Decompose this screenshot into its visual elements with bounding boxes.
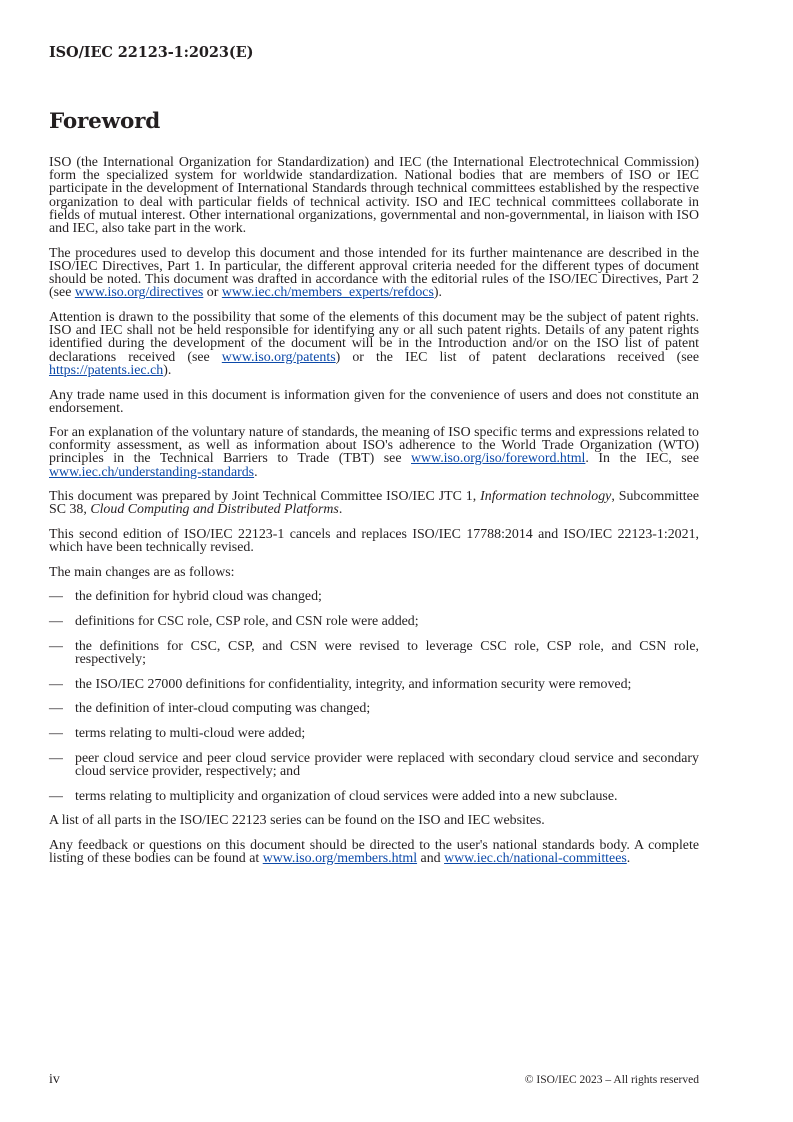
link-iec-patents[interactable]: https://patents.iec.ch <box>49 362 164 378</box>
subcommittee-name: Cloud Computing and Distributed Platforms <box>90 502 339 518</box>
link-iso-members[interactable]: www.iso.org/members.html <box>262 850 418 866</box>
paragraph-edition: This second edition of ISO/IEC 22123-1 cancels and replaces ISO/IEC 17788:2014 and ISO/IEC 22123-1:2021, which have been technically revised. <box>49 527 699 556</box>
link-iso-patents[interactable]: www.iso.org/patents <box>221 349 336 365</box>
paragraph-text: ). <box>163 362 172 378</box>
section-title: Foreword <box>49 109 161 134</box>
dash-bullet: — <box>49 613 63 629</box>
paragraph-text: This document was prepared by Joint Technical Committee ISO/IEC JTC 1, <box>49 489 481 505</box>
paragraph-procedures <box>49 247 699 300</box>
list-item <box>49 678 699 691</box>
list-item-text: the definition of inter-cloud computing was changed; <box>75 701 371 717</box>
paragraph-prepared-by <box>49 490 699 516</box>
dash-bullet: — <box>49 726 63 741</box>
paragraph-text: or <box>203 285 222 301</box>
paragraph-text: Any feedback or questions on this document should be directed to the user's national standards body. A complete listing of these bodies can be found at <box>49 837 699 866</box>
dash-bullet: — <box>49 589 63 605</box>
list-item <box>49 640 699 666</box>
list-item-text: the definition for hybrid cloud was changed; <box>75 589 322 605</box>
paragraph-text: The procedures used to develop this document and those intended for its further maintenance are described in the ISO/IEC Directives, Part 1. In particular, the different approval criteria needed for the different types of document should be noted. This document was drafted in accordance with the editorial rules of the ISO/IEC Directives, Part 2 (see <box>49 245 699 301</box>
paragraph-text: . <box>254 464 258 480</box>
paragraph-series-list: A list of all parts in the ISO/IEC 22123 series can be found on the ISO and IEC websites. <box>49 813 545 829</box>
paragraph-text: . <box>626 850 631 866</box>
paragraph-text: For an explanation of the voluntary nature of standards, the meaning of ISO specific terms and expressions related to conformity assessment, as well as information about ISO's adherence to the World Trade Organization (WTO) principles in the Technical Barriers to Trade (TBT) see <box>49 424 699 467</box>
link-iec-understanding-standards[interactable]: www.iec.ch/understanding-standards <box>49 464 255 480</box>
dash-bullet: — <box>49 750 63 766</box>
dash-bullet: — <box>49 701 63 717</box>
link-iec-refdocs[interactable]: www.iec.ch/members_experts/refdocs <box>221 285 434 301</box>
link-iec-national-committees[interactable]: www.iec.ch/national-committees <box>444 850 627 866</box>
paragraph-text: and <box>417 850 445 866</box>
paragraph-patent-rights <box>49 311 699 377</box>
copyright-notice: © ISO/IEC 2023 – All rights reserved <box>524 1074 699 1086</box>
list-item <box>49 615 699 628</box>
paragraph-feedback <box>49 839 699 865</box>
foreword-body <box>49 156 699 876</box>
paragraph-text: . <box>338 502 343 518</box>
paragraph-standardization-bodies: ISO (the International Organization for Standardization) and IEC (the International Electrotechnical Commission) form the specialized system for worldwide standardization. National bodies that are members of ISO or IEC participate in the development of International Standards through technical committees established by the respective organization to deal with particular fields of technical activity. ISO and IEC technical committees collaborate in fields of mutual interest. Other international organizations, governmental and non-governmental, in liaison with ISO and IEC, also take part in the work. <box>49 155 699 237</box>
paragraph-text: ). <box>433 285 442 301</box>
list-item <box>49 752 699 778</box>
list-item <box>49 702 699 715</box>
document-id-header: ISO/IEC 22123-1:2023(E) <box>49 44 254 61</box>
list-item <box>49 590 699 603</box>
paragraph-voluntary-nature <box>49 426 699 479</box>
paragraph-text: , Subcommittee SC 38, <box>49 489 699 518</box>
dash-bullet: — <box>49 788 63 804</box>
page-number: iv <box>49 1072 60 1087</box>
paragraph-text: ) or the IEC list of patent declarations received (see <box>335 349 699 365</box>
list-item-text: terms relating to multiplicity and organization of cloud services were added into a new subclause. <box>75 788 618 804</box>
paragraph-main-changes-intro: The main changes are as follows: <box>49 565 235 581</box>
list-item <box>49 727 699 740</box>
link-iso-directives[interactable]: www.iso.org/directives <box>74 285 204 301</box>
dash-bullet: — <box>49 676 63 692</box>
list-item-text: peer cloud service and peer cloud service provider were replaced with secondary cloud service and secondary cloud service provider, respectively; and <box>75 750 699 779</box>
list-item-text: the definitions for CSC, CSP, and CSN were revised to leverage CSC role, CSP role, and CSN role, respectively; <box>75 638 699 667</box>
committee-name: Information technology <box>480 489 612 505</box>
list-item <box>49 790 699 803</box>
paragraph-trade-name: Any trade name used in this document is information given for the convenience of users and does not constitute an endorsement. <box>49 387 699 416</box>
changes-list <box>49 590 699 803</box>
dash-bullet: — <box>49 638 63 654</box>
list-item-text: definitions for CSC role, CSP role, and CSN role were added; <box>75 613 419 629</box>
list-item-text: the ISO/IEC 27000 definitions for confidentiality, integrity, and information security were removed; <box>75 676 632 692</box>
link-iso-foreword[interactable]: www.iso.org/iso/foreword.html <box>411 451 586 467</box>
paragraph-text: Attention is drawn to the possibility that some of the elements of this document may be the subject of patent rights. ISO and IEC shall not be held responsible for identifying any or all such patent rights. Details of any patent rights identified during the development of the document will be in the Introduction and/or on the ISO list of patent declarations received (see <box>49 310 699 365</box>
paragraph-text: . In the IEC, see <box>585 451 700 467</box>
list-item-text: terms relating to multi-cloud were added; <box>75 726 306 741</box>
